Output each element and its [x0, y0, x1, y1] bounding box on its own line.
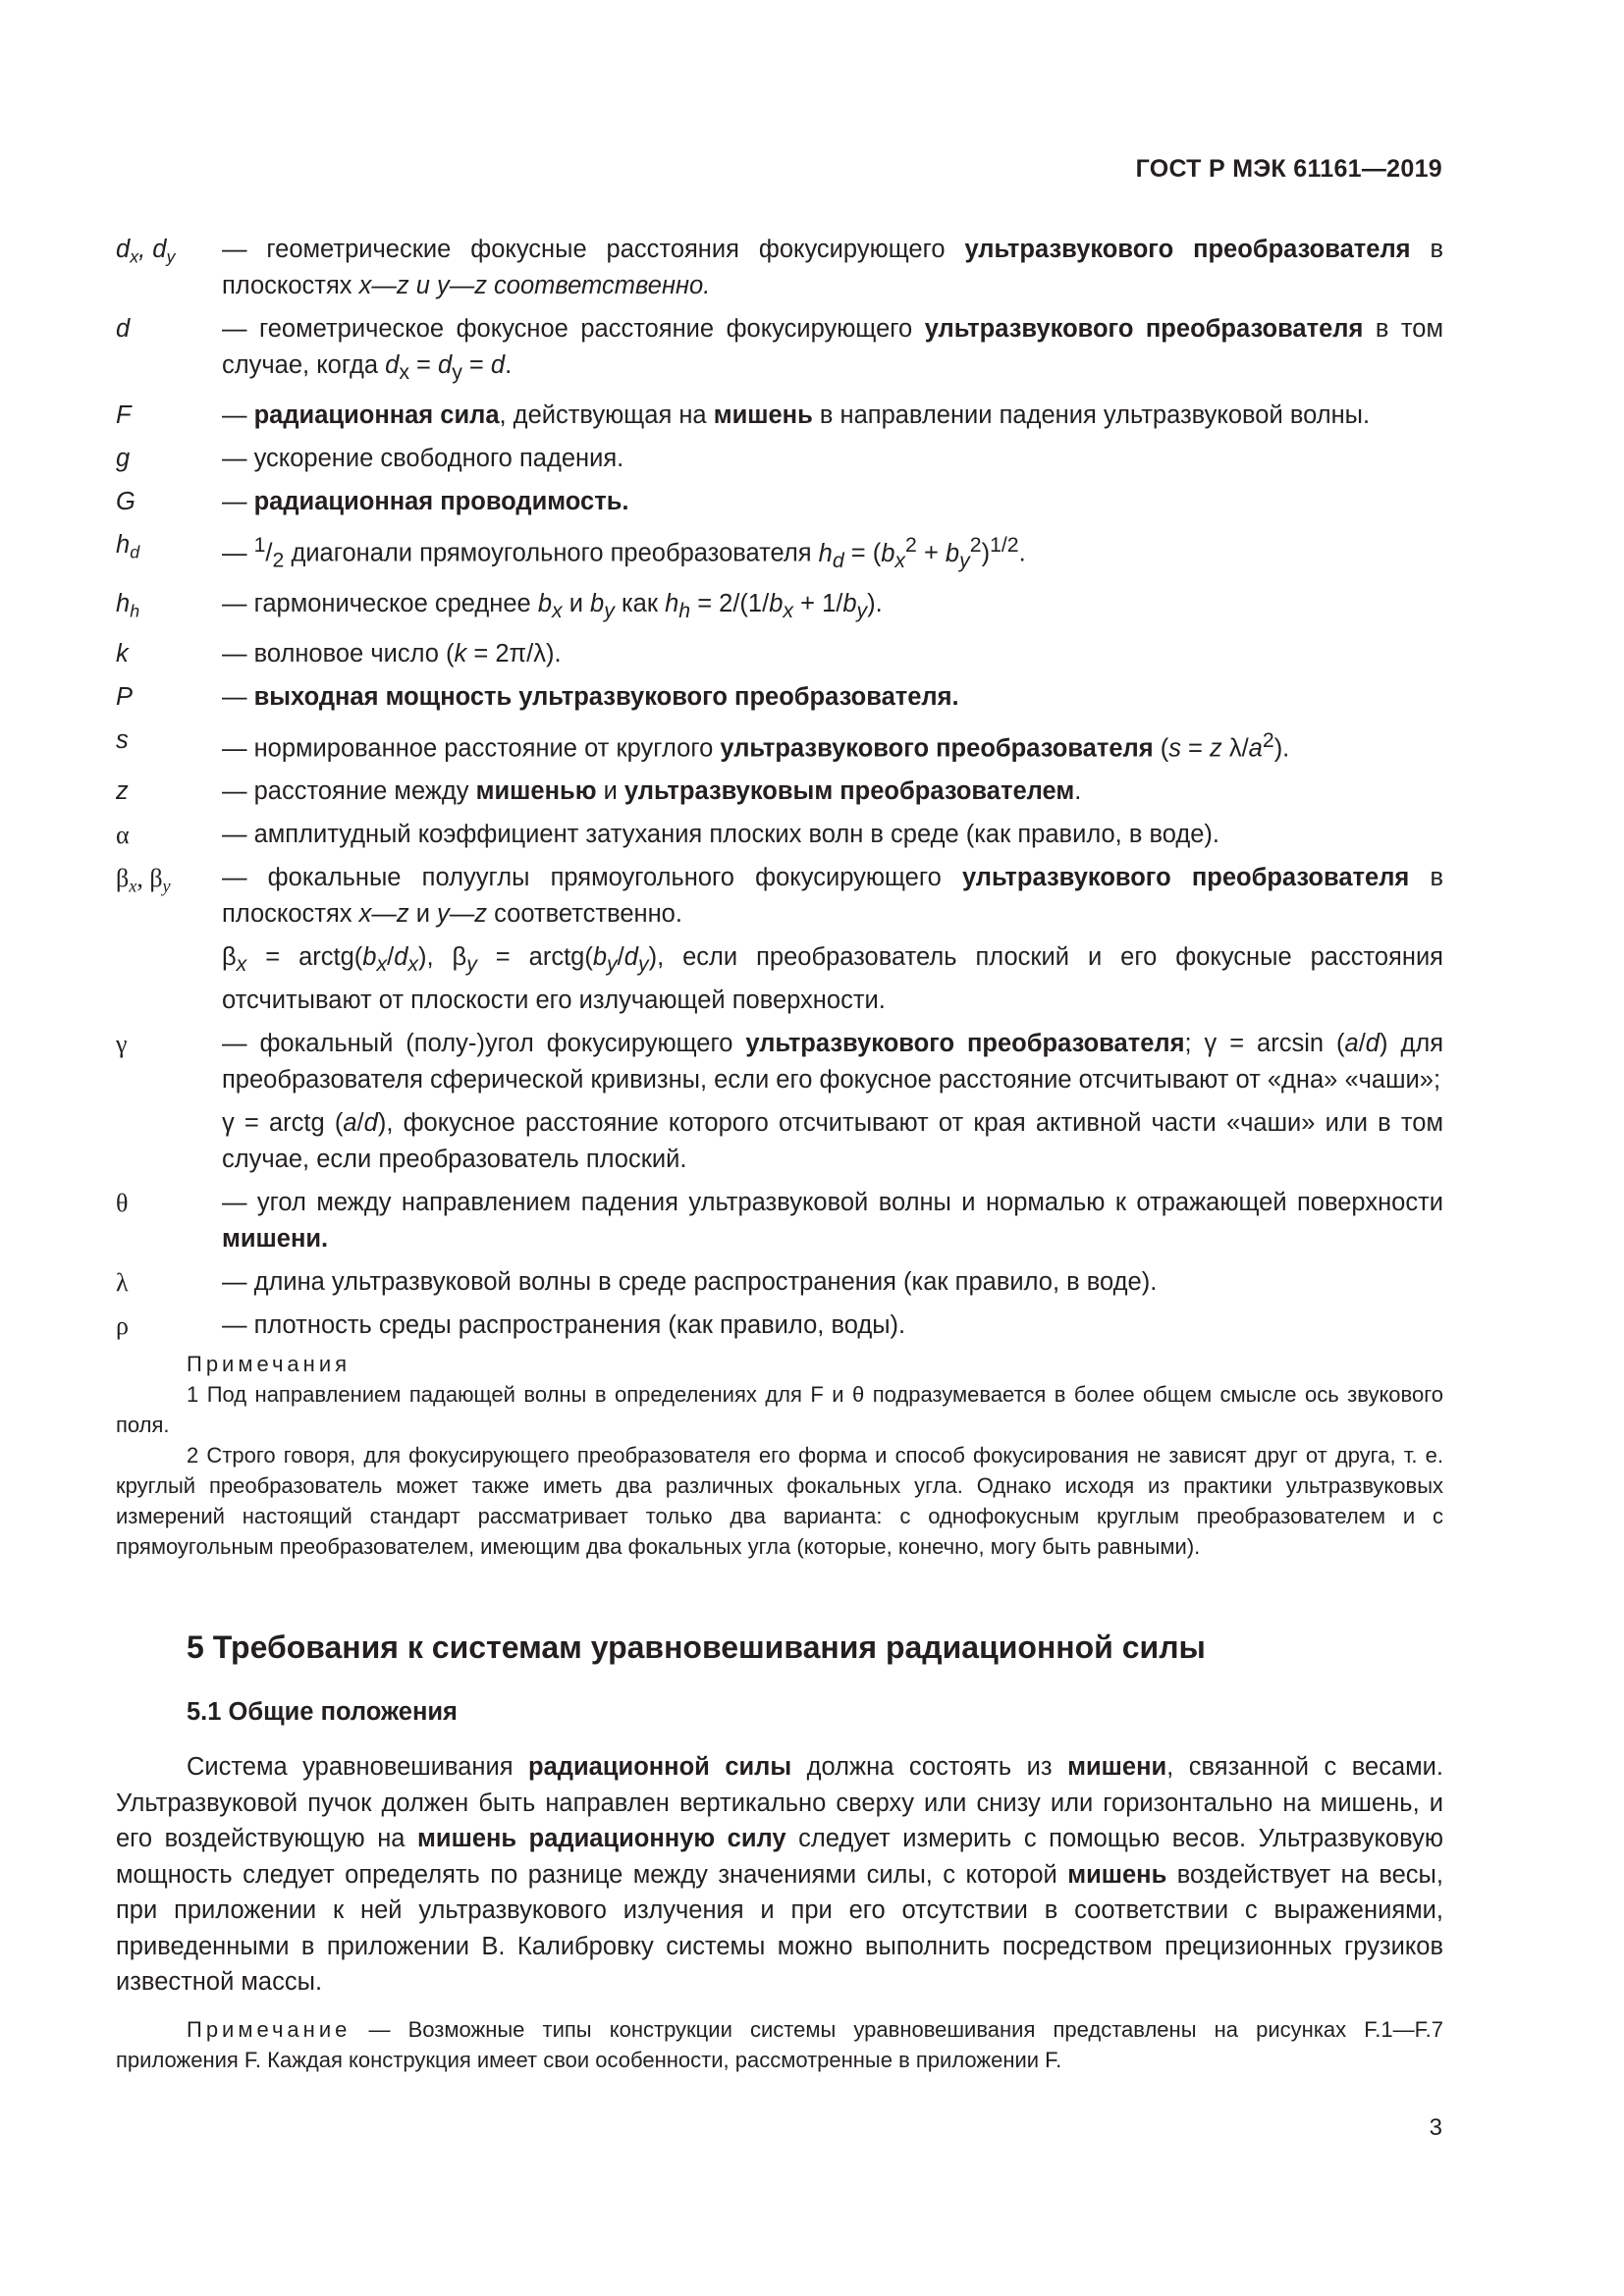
def-d: d — геометрическое фокусное расстояние фокусирующего ультразвукового преобразователя в том случае, когда $d_x = d_y = d$.	[116, 311, 1443, 391]
document-header: ГОСТ Р МЭК 61161—2019	[1135, 155, 1442, 183]
section-paragraph: Система уравновешивания радиационной силы должна состоять из мишени, связанной с весами. Ультразвуковой пучок должен быть направлен вертикально сверху или снизу или горизонтально на мишень, и его воздействующую на мишень радиационную силу следует измерить с помощью весов. Ультразвуковую мощность следует определять по разнице между значениями силы, с которой мишень воздействует на весы, при приложении к ней ультразвукового излучения и при его отсутствии в соответствии с выражениями, приведенными в приложении В. Калибровку системы можно выполнить посредством прецизионных грузиков известной массы.	[116, 1753, 1443, 1996]
def-theta: θ — угол между направлением падения ультразвуковой волны и нормалью к отражающей поверхности мишени.	[116, 1185, 1443, 1257]
symbol: z	[116, 777, 129, 806]
symbol: γ	[116, 1030, 128, 1059]
symbol: $h_h$	[116, 589, 140, 621]
symbol: P	[116, 682, 134, 711]
def-lambda: λ — длина ультразвуковой волны в среде распространения (как правило, в воде).	[116, 1264, 1443, 1301]
symbol: $h_d$	[116, 531, 140, 562]
note-2: 2 Строго говоря, для фокусирующего преобразователя его форма и способ фокусирования не зависят друг от друга, т. е. круглый преобразователь может также иметь два различных фокальных угла. Однако исходя из практики ультразвуковых измерений настоящий стандарт рассматривает только два варианта: с однофокусным круглым преобразователем и с прямоугольным преобразователем, имеющим два фокальных угла (которые, конечно, могу быть равными).	[116, 1443, 1443, 1559]
notes	[116, 1349, 1443, 1562]
def-G: G — радиационная проводимость.	[116, 484, 1443, 520]
symbol: g	[116, 445, 131, 473]
symbol: $d_x$, $d_y$	[116, 236, 176, 267]
symbol: λ	[116, 1268, 129, 1298]
symbol: d	[116, 315, 131, 343]
symbol: G	[116, 488, 135, 516]
def-k: k — волновое число (k = 2π/λ).	[116, 636, 1443, 672]
def-beta: $\beta_x$, $\beta_y$ — фокальные полууглы прямоугольного фокусирующего ультразвукового преобразователя в плоскостях x—z и y—z соответственно.	[116, 860, 1443, 933]
notes-title: Примечания	[187, 1352, 352, 1376]
def-z: z — расстояние между мишенью и ультразвуковым преобразователем.	[116, 774, 1443, 810]
def-P: P — выходная мощность ультразвукового преобразователя.	[116, 679, 1443, 716]
symbols-list	[116, 232, 1443, 1351]
def-dx-dy: $d_x$, $d_y$ — геометрические фокусные расстояния фокусирующего ультразвукового преобразователя в плоскостях x—z и y—z соответственно.	[116, 232, 1443, 304]
def-alpha: α — амплитудный коэффициент затухания плоских волн в среде (как правило, в воде).	[116, 817, 1443, 853]
def-F: F — радиационная сила, действующая на мишень в направлении падения ультразвуковой волны.	[116, 398, 1443, 434]
def-gamma: γ — фокальный (полу-)угол фокусирующего ультразвукового преобразователя; γ = arcsin (a/d) для преобразователя сферической кривизны, если его фокусное расстояние отсчитывают от «дна» «чаши»;	[116, 1026, 1443, 1098]
subsection-title: 5.1 Общие положения	[187, 1698, 458, 1726]
section-title: 5 Требования к системам уравновешивания радиационной силы	[187, 1629, 1206, 1665]
note-1: 1 Под направлением падающей волны в определениях для F и θ подразумевается в более общем смысле ось звукового поля.	[116, 1382, 1443, 1437]
symbol: α	[116, 821, 130, 850]
symbol: F	[116, 401, 132, 430]
def-gamma-formula: γ = arctg (a/d), фокусное расстояние которого отсчитывают от края активной части «чаши» или в том случае, если преобразователь плоский.	[222, 1109, 1443, 1174]
def-g: g — ускорение свободного падения.	[116, 441, 1443, 477]
section-note: Примечание — Возможные типы конструкции системы уравновешивания представлены на рисунках F.1—F.7 приложения F. Каждая конструкция имеет свои особенности, рассмотренные в приложении F.	[116, 2017, 1443, 2072]
page-number: 3	[1429, 2114, 1442, 2141]
def-s: s — нормированное расстояние от круглого ультразвукового преобразователя (s = z $\lambda/a^2$).	[116, 722, 1443, 768]
def-hh: $h_h$ — гармоническое среднее $b_x$ и $b_y$ как $h_h = 2/(1/b_x + 1/b_y)$.	[116, 586, 1443, 629]
def-rho: ρ — плотность среды распространения (как правило, воды).	[116, 1308, 1443, 1344]
symbol: θ	[116, 1189, 129, 1218]
symbol: ρ	[116, 1311, 129, 1341]
def-hd: $h_d$ — $^1/_2$ диагонали прямоугольного преобразователя $h_d = (b_x^2 + b_y^2)^{1/2}$.	[116, 527, 1443, 579]
symbol: k	[116, 639, 129, 667]
def-beta-formula: $\beta_x$ = $arctg(b_x/d_x)$, $\beta_y$ = $arctg(b_y/d_y)$, если преобразователь плоский и его фокусные расстояния отсчитывают от плоскости его излучающей поверхности.	[222, 943, 1443, 1015]
symbol: s	[116, 725, 129, 754]
symbol: $\beta_x$, $\beta_y$	[116, 864, 171, 896]
